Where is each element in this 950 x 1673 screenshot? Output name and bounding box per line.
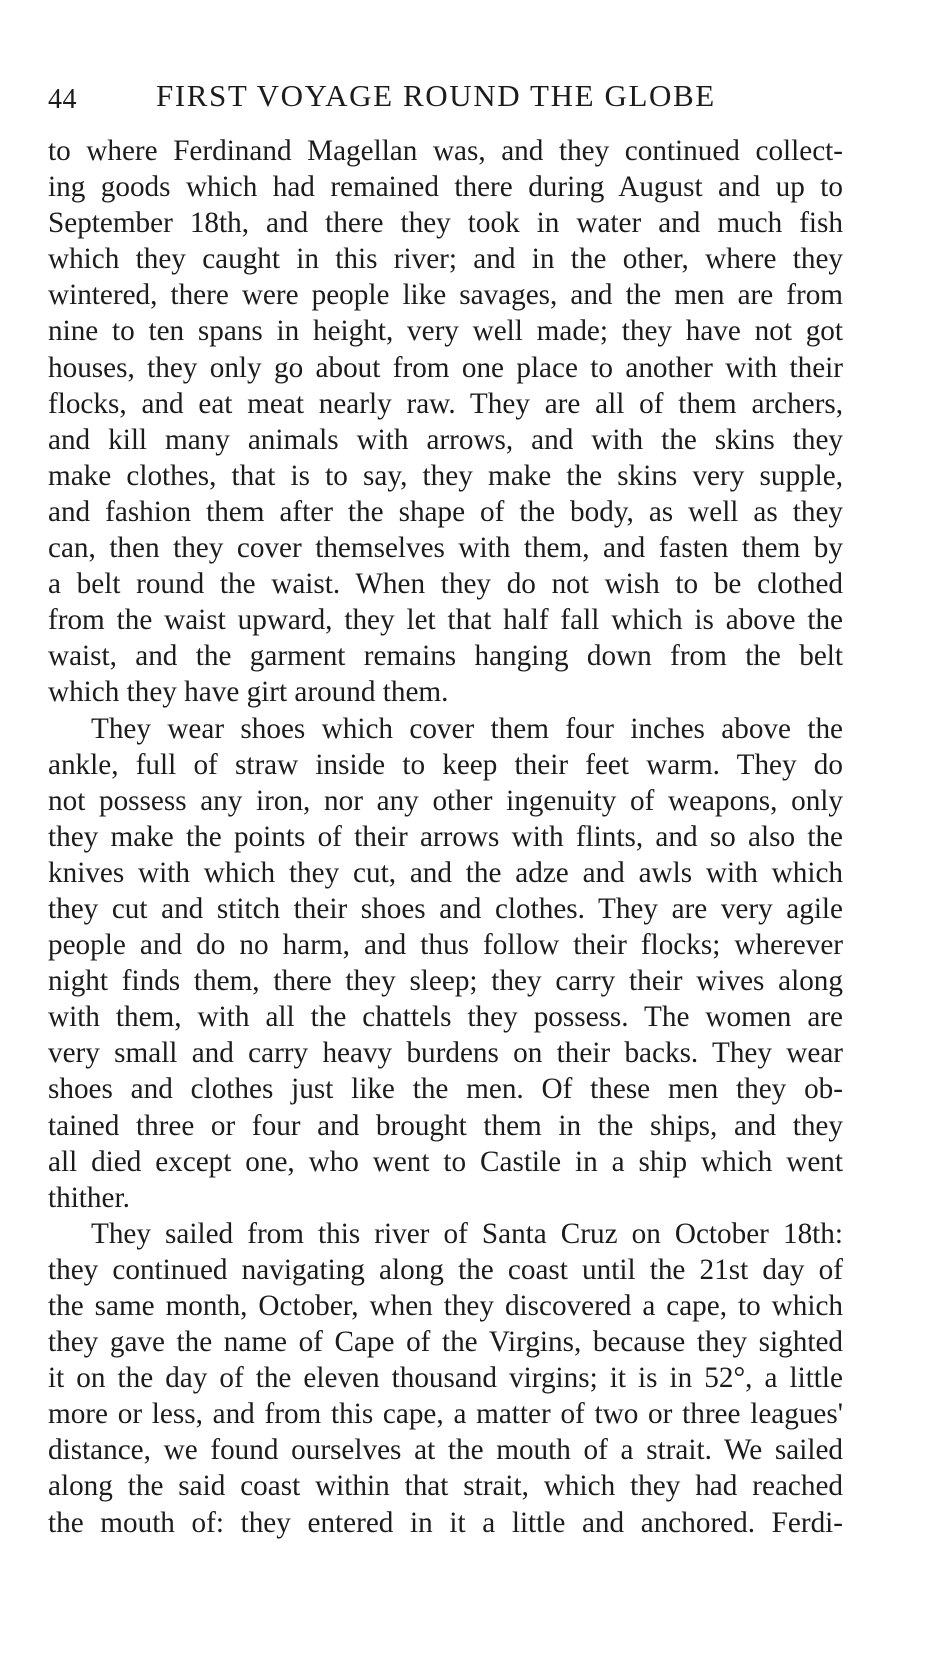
text-line: make clothes, that is to say, they make the skins very supple, — [48, 459, 843, 492]
text-line: which they have girt around them. — [48, 676, 449, 709]
text-line: they cut and stitch their shoes and clothes. They are very agile — [48, 892, 843, 925]
text-line: wintered, there were people like savages, and the men are from — [48, 279, 843, 312]
body-text — [48, 133, 843, 1541]
text-line: all died except one, who went to Castile in a ship which went — [48, 1145, 843, 1178]
text-line: tained three or four and brought them in the ships, and they — [48, 1109, 843, 1142]
text-line: They sailed from this river of Santa Cruz on October 18th: — [91, 1217, 843, 1250]
text-line: it on the day of the eleven thousand virgins; it is in 52°, a little — [48, 1362, 843, 1395]
text-line: nine to ten spans in height, very well made; they have not got — [48, 315, 843, 348]
text-line: they gave the name of Cape of the Virgins, because they sighted — [48, 1326, 843, 1359]
text-line: waist, and the garment remains hanging down from the belt — [48, 640, 843, 673]
text-line: thither. — [48, 1181, 130, 1214]
text-line: a belt round the waist. When they do not wish to be clothed — [48, 568, 843, 601]
text-line: the mouth of: they entered in it a little and anchored. Ferdi- — [48, 1506, 843, 1539]
text-line: September 18th, and there they took in water and much fish — [48, 207, 843, 240]
paragraph — [48, 711, 843, 1216]
text-line: can, then they cover themselves with them, and fasten them by — [48, 532, 843, 565]
text-line: flocks, and eat meat nearly raw. They are all of them archers, — [48, 387, 843, 420]
text-line: very small and carry heavy burdens on their backs. They wear — [48, 1037, 843, 1070]
text-line: distance, we found ourselves at the mouth of a strait. We sailed — [48, 1434, 843, 1467]
text-line: they make the points of their arrows with flints, and so also the — [48, 820, 843, 853]
text-line: not possess any iron, nor any other ingenuity of weapons, only — [48, 784, 843, 817]
text-line: which they caught in this river; and in the other, where they — [48, 243, 843, 276]
page-number: 44 — [48, 84, 77, 115]
paragraph — [48, 133, 843, 711]
text-line: more or less, and from this cape, a matter of two or three leagues' — [48, 1398, 843, 1431]
text-line: to where Ferdinand Magellan was, and they continued collect- — [48, 135, 843, 167]
text-line: houses, they only go about from one place to another with their — [48, 351, 843, 384]
paragraph — [48, 1216, 843, 1541]
text-line: They wear shoes which cover them four inches above the — [91, 712, 843, 745]
text-line: shoes and clothes just like the men. Of these men they ob- — [48, 1073, 843, 1106]
text-line: the same month, October, when they discovered a cape, to which — [48, 1290, 843, 1322]
text-line: from the waist upward, they let that half fall which is above the — [48, 604, 843, 637]
text-line: along the said coast within that strait, which they had reached — [48, 1470, 843, 1503]
text-line: ing goods which had remained there during August and up to — [48, 171, 843, 204]
text-line: they continued navigating along the coast until the 21st day of — [48, 1253, 843, 1286]
text-line: people and do no harm, and thus follow their flocks; wherever — [48, 929, 843, 962]
text-line: and fashion them after the shape of the body, as well as they — [48, 495, 843, 528]
running-head — [48, 78, 838, 118]
text-line: with them, with all the chattels they possess. The women are — [48, 1001, 843, 1034]
running-title: FIRST VOYAGE ROUND THE GLOBE — [156, 78, 716, 113]
text-line: and kill many animals with arrows, and with the skins they — [48, 423, 843, 456]
text-line: ankle, full of straw inside to keep their feet warm. They do — [48, 748, 843, 781]
text-line: night finds them, there they sleep; they carry their wives along — [48, 965, 843, 998]
text-line: knives with which they cut, and the adze and awls with which — [48, 856, 843, 889]
